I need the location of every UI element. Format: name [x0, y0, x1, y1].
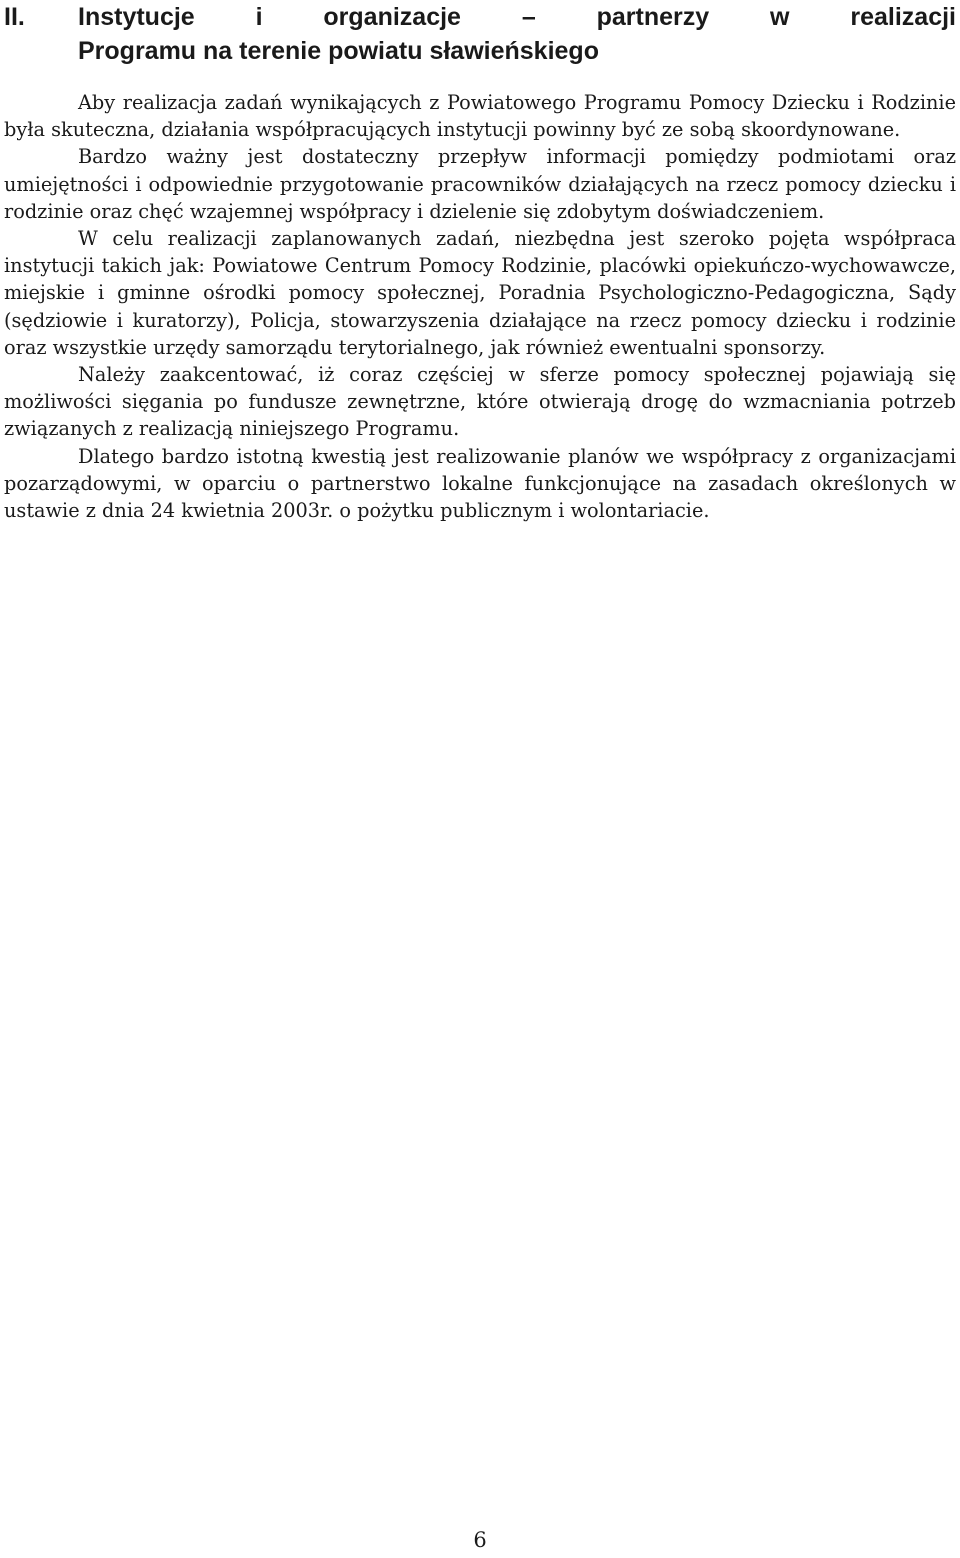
paragraph-institutions: W celu realizacji zaplanowanych zadań, niezbędna jest szeroko pojęta współpraca instytucji takich jak: Powiatowe Centrum Pomocy Rodzinie, placówki opiekuńczo-wychowawcze, miejskie i gminne ośrodki pomocy społecznej, Poradnia Psychologiczno-Pedagogiczna, Sądy (sędziowie i kuratorzy), Policja, stowarzyszenia działające na rzecz pomocy dziecku i rodzinie oraz wszystkie urzędy samorządu terytorialnego, jak również ewentualni sponsorzy.: [4, 227, 956, 359]
section-title-line-1: Instytucje i organizacje – partnerzy w realizacji: [78, 3, 956, 31]
paragraph-coordination: Aby realizacja zadań wynikających z Powiatowego Programu Pomocy Dziecku i Rodzinie była skuteczna, działania współpracujących instytucji powinny być ze sobą skoordynowane.: [4, 91, 956, 142]
page-number: 6: [473, 1528, 487, 1552]
section-title: [78, 0, 956, 68]
paragraph-information-flow: Bardzo ważny jest dostateczny przepływ informacji pomiędzy podmiotami oraz umiejętności i odpowiednie przygotowanie pracowników działających na rzecz pomocy dziecku i rodzinie oraz chęć wzajemnej współpracy i dzielenie się zdobytym doświadczeniem.: [4, 145, 956, 223]
section-number: II.: [4, 3, 25, 31]
section-title-line-2: Programu na terenie powiatu sławieńskiego: [78, 37, 599, 65]
paragraph-ngo-cooperation: Dlatego bardzo istotną kwestią jest realizowanie planów we współpracy z organizacjami pozarządowymi, w oparciu o partnerstwo lokalne funkcjonujące na zasadach określonych w ustawie z dnia 24 kwietnia 2003r. o pożytku publicznym i wolontariacie.: [4, 444, 956, 523]
body-text: [4, 89, 956, 524]
paragraph-external-funds: Należy zaakcentować, iż coraz częściej w sferze pomocy społecznej pojawiają się możliwości sięgania po fundusze zewnętrzne, które otwierają drogę do wzmacniania potrzeb związanych z realizacją niniejszego Programu.: [4, 363, 956, 441]
document-page: [4, 0, 956, 523]
section-heading: [4, 0, 956, 68]
